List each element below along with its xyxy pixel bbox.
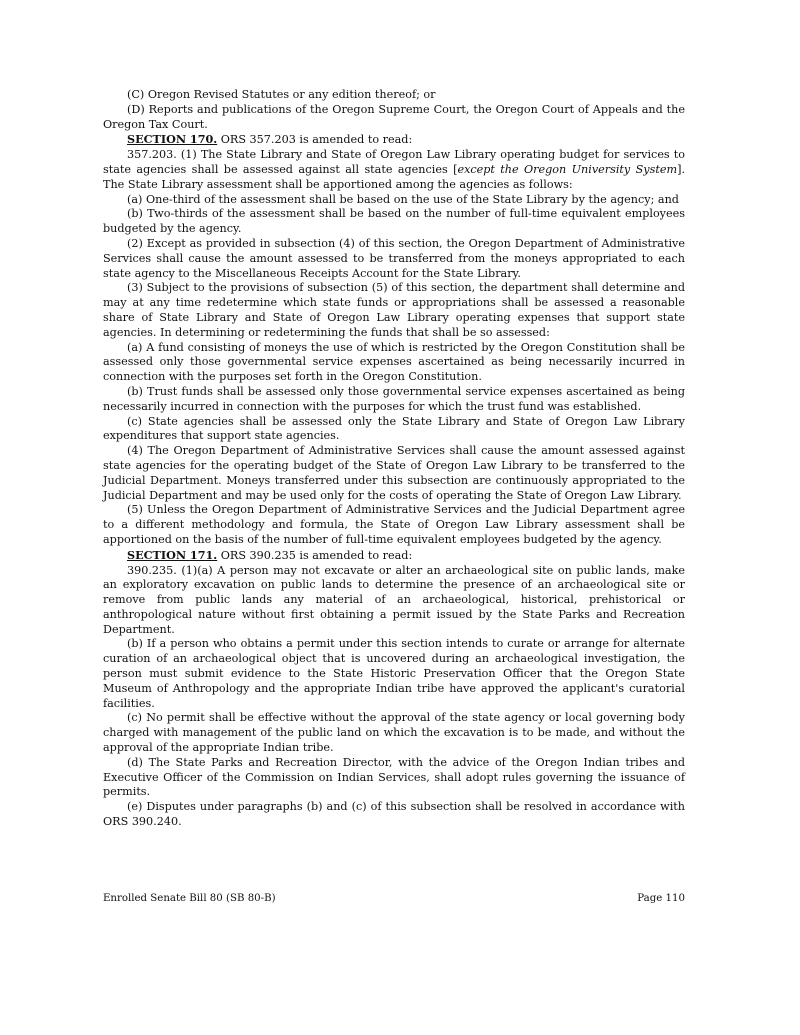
paragraph: (5) Unless the Oregon Department of Administrative Services and the Judicial Department agree to a different methodology and formula, the State of Oregon Law Library assessment shall be apportioned on the basis of the number of full-time equivalent employees budgeted by the agency. <box>103 503 685 546</box>
paragraph: (a) A fund consisting of moneys the use of which is restricted by the Oregon Constitution shall be assessed only those governmental service expenses ascertained as being necessarily incurred in connection with the purposes set forth in the Oregon Constitution. <box>103 340 685 384</box>
paragraph: (b) If a person who obtains a permit under this section intends to curate or arrange for alternate curation of an archaeological object that is uncovered during an archaeological investigation, the person must submit evidence to the State Historic Preservation Officer that the Oregon State Museum of Anthropology and the appropriate Indian tribe have approved the applicant's curatorial facilities. <box>103 637 685 710</box>
paragraph: (2) Except as provided in subsection (4) of this section, the Oregon Department of Administrative Services shall cause the amount assessed to be transferred from the moneys appropriated to each state agency to the Miscellaneous Receipts Account for the State Library. <box>103 236 685 280</box>
paragraph: (e) Disputes under paragraphs (b) and (c) of this subsection shall be resolved in accordance with ORS 390.240. <box>103 800 685 829</box>
paragraph: (3) Subject to the provisions of subsection (5) of this section, the department shall determine and may at any time redetermine which state funds or appropriations shall be assessed a reasonable share of State Library and State of Oregon Law Library operating expenses that support state agencies. In determining or redetermining the funds that shall be so assessed: <box>103 281 685 339</box>
paragraph: (C) Oregon Revised Statutes or any edition thereof; or <box>127 88 436 101</box>
section-text: ORS 390.235 is amended to read: <box>217 548 413 562</box>
section-text: ORS 357.203 is amended to read: <box>217 133 413 147</box>
footer-bill-title: Enrolled Senate Bill 80 (SB 80-B) <box>103 893 276 904</box>
paragraph: (b) Two-thirds of the assessment shall be based on the number of full-time equivalent employees budgeted by the agency. <box>103 207 685 236</box>
paragraph: (a) One-third of the assessment shall be based on the use of the State Library by the agency; and <box>127 192 679 206</box>
paragraph: 390.235. (1)(a) A person may not excavate or alter an archaeological site on public lands, make an exploratory excavation on public lands to determine the presence of an archaeological site or remove from public lands any material of an archaeological, historical, prehistorical or anthropological nature without first obtaining a permit issued by the State Parks and Recreation Department. <box>103 563 685 636</box>
section-heading <box>103 548 685 564</box>
footer-page-number: Page 110 <box>637 893 685 904</box>
section-heading <box>103 132 685 148</box>
document-body <box>103 88 685 830</box>
paragraph: 357.203. (1) The State Library and State of Oregon Law Library operating budget for services to state agencies shall be assessed against all state agencies [except the Oregon University System]. The State Library assessment shall be apportioned among the agencies as follows: <box>103 148 685 191</box>
page-footer <box>103 893 685 904</box>
paragraph: (d) The State Parks and Recreation Director, with the advice of the Oregon Indian tribes and Executive Officer of the Commission on Indian Services, shall adopt rules governing the issuance of permits. <box>103 755 685 799</box>
paragraph: (c) State agencies shall be assessed only the State Library and State of Oregon Law Library expenditures that support state agencies. <box>103 414 685 443</box>
paragraph: (D) Reports and publications of the Oregon Supreme Court, the Oregon Court of Appeals and the Oregon Tax Court. <box>103 102 685 131</box>
deleted-text: except the Oregon University System <box>457 162 678 176</box>
section-number: SECTION 170. <box>127 132 218 147</box>
paragraph: (b) Trust funds shall be assessed only those governmental service expenses ascertained as being necessarily incurred in connection with the purposes for which the trust fund was established. <box>103 384 685 413</box>
paragraph: (c) No permit shall be effective without the approval of the state agency or local governing body charged with management of the public land on which the excavation is to be made, and without the approval of the appropriate Indian tribe. <box>103 711 685 755</box>
paragraph: (4) The Oregon Department of Administrative Services shall cause the amount assessed against state agencies for the operating budget of the State of Oregon Law Library to be transferred to the Judicial Department. Moneys transferred under this subsection are continuously appropriated to the Judicial Department and may be used only for the costs of operating the State of Oregon Law Library. <box>103 444 685 502</box>
section-number: SECTION 171. <box>127 547 218 562</box>
